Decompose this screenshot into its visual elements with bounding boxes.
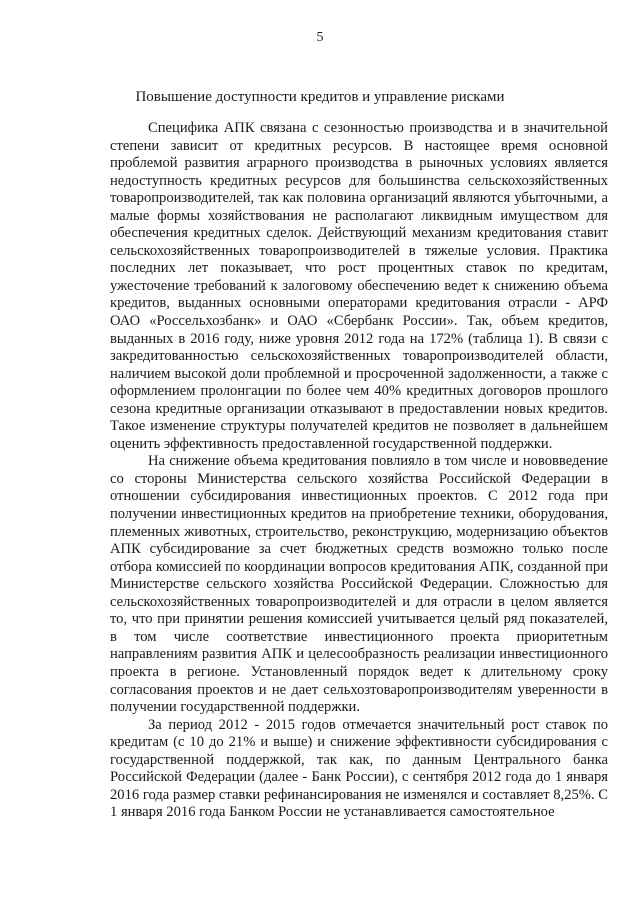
- paragraph-2: На снижение объема кредитования повлияло в том числе и нововведение со стороны Министерства сельского хозяйства Российской Федерации в отношении субсидирования инвестиционных проектов. С 2012 года при получении инвестиционных кредитов на приобретение техники, оборудования, племенных животных, строительство, реконструкцию, модернизацию объектов АПК субсидирование за счет бюджетных средств возможно только после отбора комиссией по координации вопросов кредитования АПК, созданной при Министерстве сельского хозяйства Российской Федерации. Сложностью для сельскохозяйственных товаропроизводителей и для отрасли в целом является то, что при принятии решения комиссией учитывается целый ряд показателей, в том числе соответствие инвестиционного проекта приоритетным направлениям развития АПК и целесообразность реализации инвестиционного проекта в регионе. Установленный порядок ведет к длительному сроку согласования проектов и не дает сельхозтоваропроизводителям уверенности в получении государственной поддержки.: [110, 453, 608, 716]
- section-heading: Повышение доступности кредитов и управление рисками: [135, 89, 505, 105]
- page-number: 5: [316, 30, 324, 45]
- paragraph-1: Специфика АПК связана с сезонностью производства и в значительной степени зависит от кредитных ресурсов. В настоящее время основной проблемой развития аграрного производства в рыночных условиях является недоступность кредитных ресурсов для большинства сельскохозяйственных товаропроизводителей, так как половина организаций являются убыточными, а малые формы хозяйствования не располагают ликвидным имуществом для обеспечения кредитных сделок. Действующий механизм кредитования ставит сельскохозяйственных товаропроизводителей в тяжелые условия. Практика последних лет показывает, что рост процентных ставок по кредитам, ужесточение требований к залоговому обеспечению ведет к снижению объема кредитов, выданных основными операторами кредитования отрасли - АРФ ОАО «Россельхозбанк» и ОАО «Сбербанк России». Так, объем кредитов, выданных в 2016 году, ниже уровня 2012 года на 172% (таблица 1). В связи с закредитованностью сельскохозяйственных товаропроизводителей области, наличием высокой доли проблемной и просроченной задолженности, а также с оформлением пролонгации по более чем 40% кредитных договоров прошлого сезона кредитные организации отказывают в предоставлении новых кредитов. Такое изменение структуры получателей кредитов не позволяет в дальнейшем оценить эффективность предоставленной государственной поддержки.: [110, 120, 608, 452]
- paragraph-3: За период 2012 - 2015 годов отмечается значительный рост ставок по кредитам (с 10 до 21% и выше) и снижение эффективности субсидирования с государственной поддержкой, так как, по данным Центрального банка Российской Федерации (далее - Банк России), с сентября 2012 года до 1 января 2016 года размер ставки рефинансирования не изменялся и составляет 8,25%. С 1 января 2016 года Банком России не устанавливается самостоятельное: [110, 716, 608, 821]
- body-text: [110, 120, 608, 822]
